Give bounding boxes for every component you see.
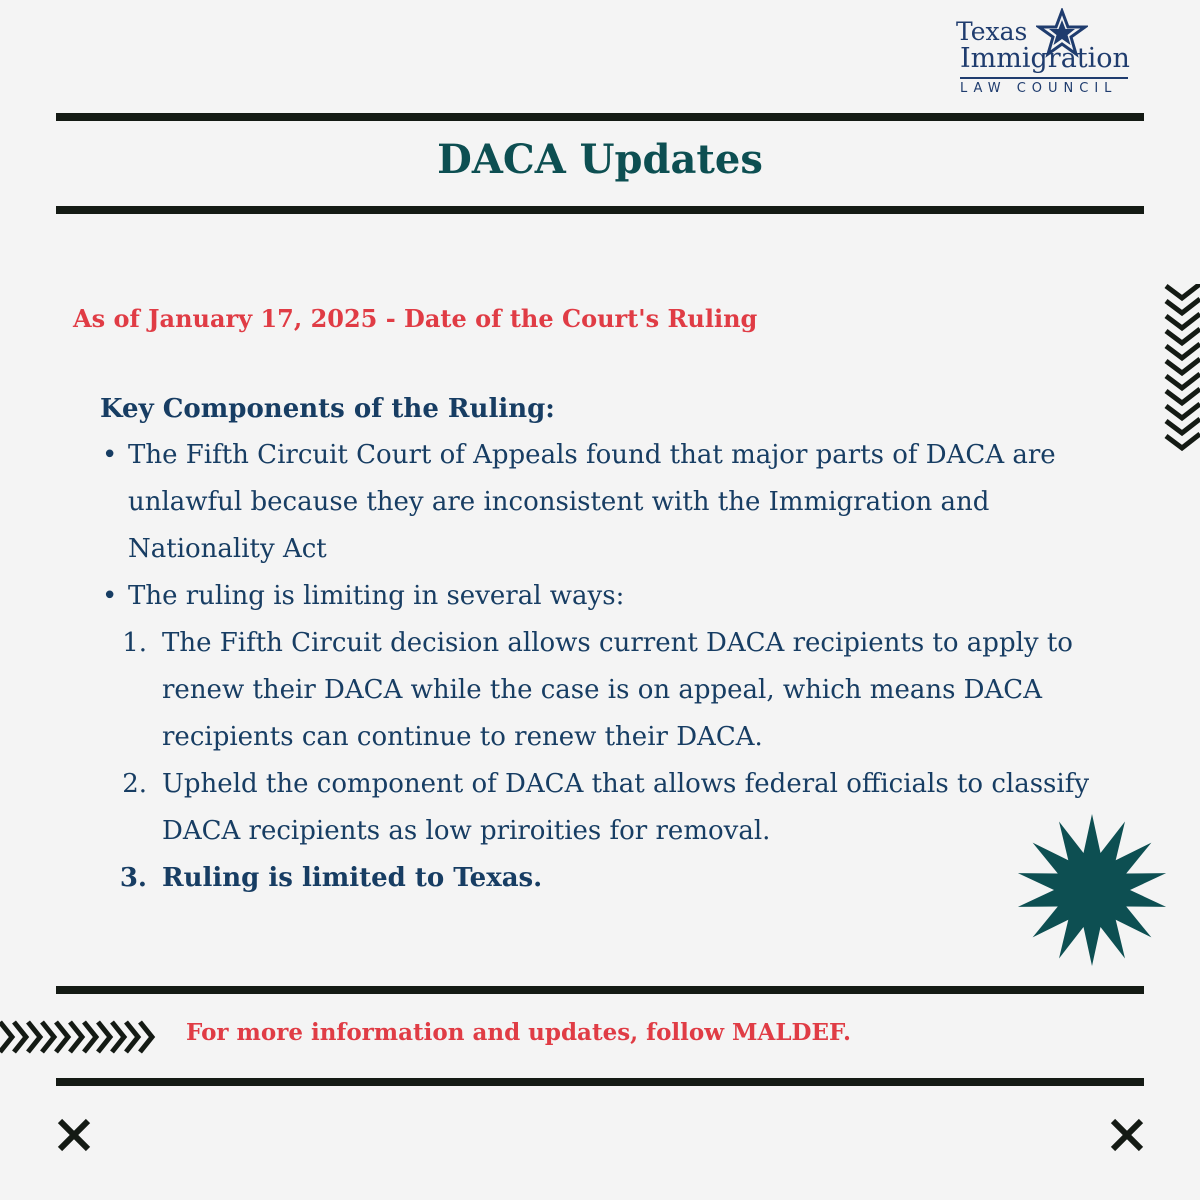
ruling-date-subheading: As of January 17, 2025 - Date of the Court's Ruling [73, 304, 758, 333]
numbered-marker: 1. [122, 628, 147, 658]
logo-line-texas: Texas [956, 17, 1028, 46]
numbered-text: Ruling is limited to Texas. [162, 863, 543, 893]
numbered-item [95, 761, 1100, 855]
ruling-content [100, 386, 1100, 902]
logo-line-immigration: Immigration [960, 43, 1130, 74]
footer-follow-text: For more information and updates, follow MALDEF. [186, 1019, 852, 1046]
bullet-text: The ruling is limiting in several ways: [128, 581, 625, 611]
bullet-text: The Fifth Circuit Court of Appeals found that major parts of DACA are unlawful because they are inconsistent with the Immigration and Nationality Act [128, 440, 1056, 564]
limits-numbered-list [100, 620, 1100, 902]
footer-bottom-rule [56, 1078, 1144, 1086]
x-mark-icon [57, 1118, 91, 1152]
starburst-icon [1016, 810, 1168, 970]
footer-top-rule [56, 986, 1144, 994]
bullet-item [100, 432, 1100, 573]
ruling-bullet-list [100, 432, 1100, 902]
bullet-marker: • [102, 440, 118, 470]
bullet-item [100, 573, 1100, 902]
numbered-marker: 3. [119, 863, 147, 893]
logo-line-law-council: LAW COUNCIL [960, 81, 1118, 96]
numbered-text: The Fifth Circuit decision allows current DACA recipients to apply to renew their DACA while the case is on appeal, which means DACA recipients can continue to renew their DACA. [162, 628, 1073, 752]
chevron-right-pattern-icon [0, 1020, 162, 1054]
header-top-rule [56, 113, 1144, 121]
numbered-text: Upheld the component of DACA that allows federal officials to classify DACA recipients as low priroities for removal. [162, 769, 1090, 846]
logo [950, 14, 1140, 98]
numbered-marker: 2. [122, 769, 147, 799]
x-mark-icon [1110, 1118, 1144, 1152]
page-title: DACA Updates [437, 136, 763, 183]
bullet-marker: • [102, 581, 118, 611]
numbered-item [95, 620, 1100, 761]
key-components-heading: Key Components of the Ruling: [100, 394, 555, 424]
numbered-item [95, 855, 1100, 902]
chevron-down-pattern-icon [1164, 284, 1200, 460]
header-bottom-rule [56, 206, 1144, 214]
logo-underline [960, 77, 1128, 79]
